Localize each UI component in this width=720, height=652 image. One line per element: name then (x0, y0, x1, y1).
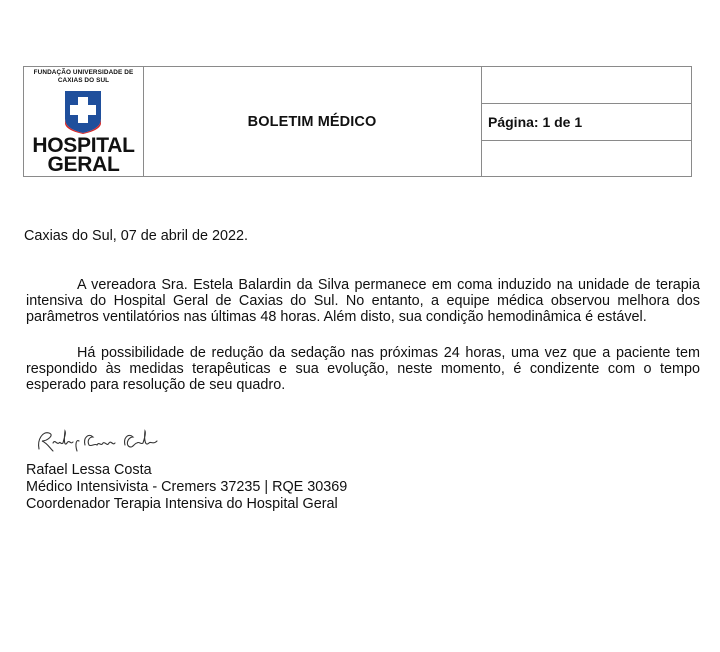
handwritten-signature (33, 425, 163, 457)
document-title: BOLETIM MÉDICO (247, 113, 377, 130)
page-info-cell (481, 67, 691, 176)
logo-geral-text: GERAL (47, 153, 120, 176)
title-cell (143, 67, 482, 176)
paragraph-2: Há possibilidade de redução da sedação nas próximas 24 horas, uma vez que a paciente tem respondido às medidas terapêuticas e sua evolução, neste momento, é condizente com o tempo esperado para resolução de seu quadro. (26, 345, 700, 393)
hospital-logo (24, 67, 144, 176)
page-number-row (481, 104, 691, 141)
document-header (23, 66, 692, 177)
foundation-name: FUNDAÇÃO UNIVERSIDADE DE CAXIAS DO SUL (33, 69, 134, 84)
logo-hospital-text: HOSPITAL (32, 134, 135, 157)
hospital-cross-icon (63, 89, 103, 135)
date-line: Caxias do Sul, 07 de abril de 2022. (24, 228, 249, 244)
header-blank-row (481, 67, 691, 104)
page-number: Página: 1 de 1 (488, 114, 583, 130)
header-blank-row (481, 141, 691, 176)
signer-position: Coordenador Terapia Intensiva do Hospital Geral (26, 496, 338, 512)
signer-role: Médico Intensivista - Cremers 37235 | RQE 30369 (26, 479, 348, 495)
signature-text: Rafael Lessa Costa (33, 425, 42, 426)
paragraph-1: A vereadora Sra. Estela Balardin da Silva permanece em coma induzido na unidade de terapia intensiva do Hospital Geral de Caxias do Sul. No entanto, a equipe médica observou melhora dos parâmetros ventilatórios nas últimas 48 horas. Além disto, sua condição hemodinâmica é estável. (26, 277, 700, 325)
signer-name: Rafael Lessa Costa (26, 462, 152, 478)
